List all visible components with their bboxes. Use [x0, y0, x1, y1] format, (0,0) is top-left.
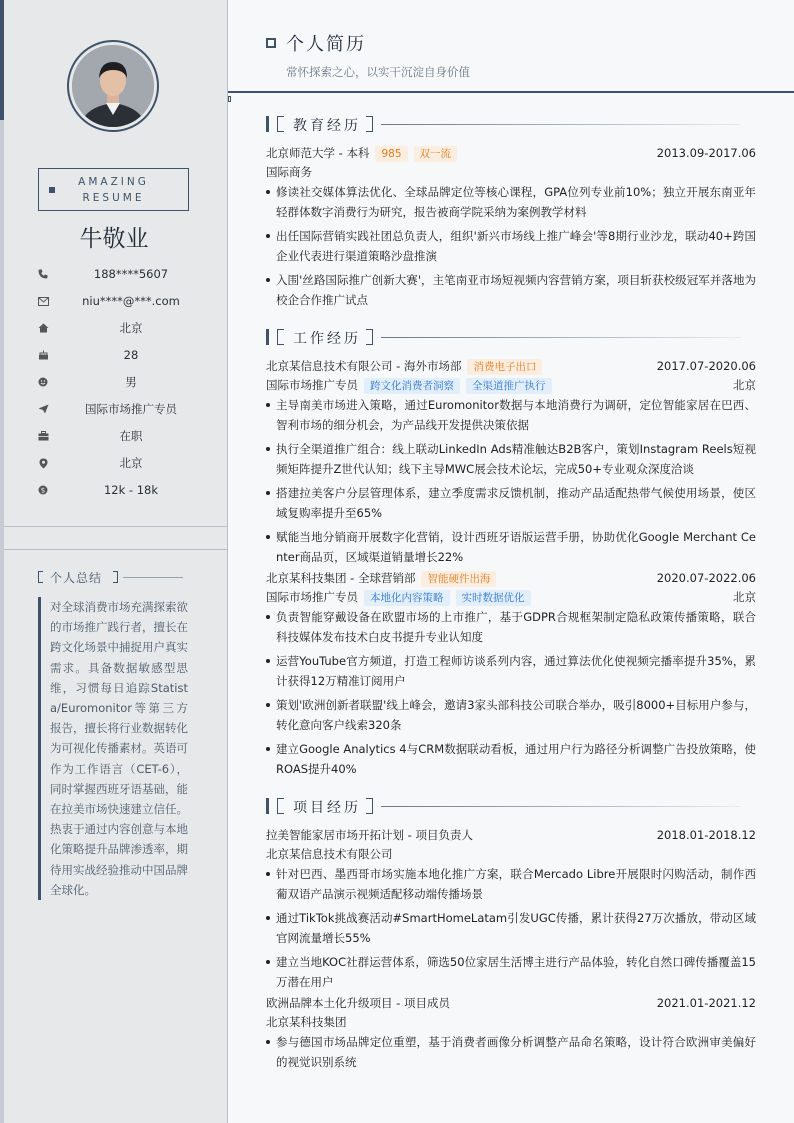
smile-icon — [36, 375, 50, 389]
list-item: 策划'欧洲创新者联盟'线上峰会，邀请3家头部科技公司联合举办，吸引8000+目标用户参与，转化意向客户线索320条 — [266, 695, 756, 735]
project-bullets — [266, 864, 756, 992]
project-entry-2 — [266, 994, 756, 1076]
sidebar-divider-top — [4, 526, 228, 527]
job-city: 北京 — [733, 590, 756, 604]
info-salary — [36, 480, 216, 507]
page-subtitle: 常怀探索之心，以实干沉淀自身价值 — [286, 65, 470, 79]
summary-text: 对全球消费市场充满探索欲的市场推广践行者，擅长在跨文化场景中捕捉用户真实需求。具备数据敏感型思维，习惯每日追踪Statista/Euromonitor等第三方报告，擅长将行业数据转化为可视化传播素材。英语可作为工作语言（CET-6），同时掌握西班牙语基础，能在拉美市场快速建立信任。热衷于通过内容创意与本地化策略提升品牌渗透率，期待用实战经验推动中国品牌全球化。 — [38, 597, 188, 900]
section-bar-icon — [266, 798, 269, 814]
list-item: 入围'丝路国际推广创新大赛'，主笔南亚市场短视频内容营销方案，项目斩获校级冠军并落地为校企合作推广试点 — [266, 270, 756, 310]
sidebar — [0, 0, 228, 1123]
list-item: 出任国际营销实践社团总负责人，组织'新兴市场线上推广峰会'等8期行业沙龙，联动40+跨国企业代表进行渠道策略沙盘推演 — [266, 226, 756, 266]
work-entry-1 — [266, 357, 756, 571]
role-tag: 全渠道推广执行 — [466, 378, 552, 394]
job-role: 国际市场推广专员 — [266, 378, 358, 392]
location-pin-icon — [36, 456, 50, 470]
list-item: 负责智能穿戴设备在欧盟市场的上市推广，基于GDPR合规框架制定隐私政策传播策略，联合科技媒体发布技术白皮书提升专业认知度 — [266, 607, 756, 647]
tag-double-first-class: 双一流 — [414, 146, 458, 162]
list-item: 针对巴西、墨西哥市场实施本地化推广方案，联合Mercado Libre开展限时闪购活动，制作西葡双语产品演示视频适配移动端传播场景 — [266, 864, 756, 904]
job-role-row — [266, 376, 756, 395]
info-position — [36, 399, 216, 426]
phone-value: 188****5607 — [93, 267, 169, 281]
section-heading-line — [381, 124, 741, 125]
job-header-row — [266, 357, 756, 376]
list-item: 赋能当地分销商开展数字化营销，设计西班牙语版运营手册，协助优化Google Merchant Center商品页，区域渠道销量增长22% — [266, 527, 756, 567]
bracket-right-icon — [366, 329, 373, 345]
badge-square-icon — [49, 187, 55, 193]
project-org: 北京某信息技术有限公司 — [266, 847, 393, 861]
email-icon — [36, 294, 50, 308]
project-bullets — [266, 1032, 756, 1072]
role-tag: 跨文化消费者洞察 — [364, 378, 460, 394]
work-entry-2 — [266, 569, 756, 783]
info-status — [36, 426, 216, 453]
bracket-left-icon — [277, 798, 284, 814]
list-item: 搭建拉美客户分层管理体系，建立季度需求反馈机制，推动产品适配热带气候使用场景，使区域复购率提升至65% — [266, 483, 756, 523]
bracket-right-icon — [366, 798, 373, 814]
salary-icon — [36, 483, 50, 497]
summary-heading-line — [123, 577, 183, 578]
sidebar-accent-dark-stripe — [0, 0, 4, 120]
tag-985: 985 — [375, 146, 407, 162]
education-entry — [266, 144, 756, 314]
contact-info-list — [36, 264, 216, 507]
header-rule-marker — [228, 96, 231, 102]
header-rule — [228, 91, 794, 93]
projects-title: 项目经历 — [293, 800, 361, 816]
list-item: 主导南美市场进入策略，通过Euromonitor数据与本地消费行为调研，定位智能家居在巴西、智利市场的细分机会，为产品线开发提供决策依据 — [266, 395, 756, 435]
sidebar-accent-stripe — [0, 0, 4, 1123]
list-item: 建立当地KOC社群运营体系，筛选50位家居生活博主进行产品体验，转化自然口碑传播覆盖15万潜在用户 — [266, 952, 756, 992]
project-date: 2021.01-2021.12 — [656, 996, 756, 1010]
education-date: 2013.09-2017.06 — [656, 146, 756, 160]
page-title: 个人简历 — [286, 34, 366, 55]
age-value: 28 — [123, 348, 139, 362]
education-title: 教育经历 — [293, 118, 361, 134]
info-email — [36, 291, 216, 318]
company-tag: 智能硬件出海 — [421, 571, 496, 587]
project-header-row — [266, 994, 756, 1013]
project-org: 北京某科技集团 — [266, 1015, 347, 1029]
work-title: 工作经历 — [293, 331, 361, 347]
summary-title: 个人总结 — [50, 571, 103, 585]
job-role-row — [266, 588, 756, 607]
school-name: 北京师范大学 - 本科 — [266, 146, 370, 160]
job-date: 2020.07-2022.06 — [656, 571, 756, 585]
salary-value: 12k - 18k — [103, 483, 159, 497]
list-item: 参与德国市场品牌定位重塑，基于消费者画像分析调整产品命名策略，设计符合欧洲审美偏好的视觉识别系统 — [266, 1032, 756, 1072]
company-name: 北京某信息技术有限公司 - 海外市场部 — [266, 359, 462, 373]
info-age — [36, 345, 216, 372]
list-item: 建立Google Analytics 4与CRM数据联动看板，通过用户行为路径分析调整广告投放策略，使ROAS提升40% — [266, 739, 756, 779]
main-content — [228, 0, 794, 1123]
avatar — [67, 40, 159, 132]
status-value: 在职 — [119, 429, 143, 443]
bracket-left-icon — [277, 116, 284, 132]
project-date: 2018.01-2018.12 — [656, 828, 756, 842]
info-home — [36, 318, 216, 345]
avatar-person-icon — [72, 45, 154, 127]
job-date: 2017.07-2020.06 — [656, 359, 756, 373]
list-item: 运营YouTube官方频道，打造工程师访谈系列内容，通过算法优化使视频完播率提升35%，累计获得12万精准订阅用户 — [266, 651, 756, 691]
home-icon — [36, 321, 50, 335]
badge-line-1: AMAZING — [78, 176, 149, 188]
avatar-photo — [72, 45, 154, 127]
job-bullets — [266, 607, 756, 779]
summary-heading — [38, 569, 218, 585]
project-name: 欧洲品牌本土化升级项目 - 项目成员 — [266, 996, 450, 1010]
home-value: 北京 — [119, 321, 143, 335]
company-tag: 消费电子出口 — [467, 359, 542, 375]
project-header-row — [266, 826, 756, 845]
position-value: 国际市场推广专员 — [85, 402, 177, 416]
list-item: 执行全渠道推广组合：线上联动LinkedIn Ads精准触达B2B客户，策划Instagram Reels短视频矩阵提升Z世代认知；线下主导MWC展会技术论坛，完成50+专业观众深度洽谈 — [266, 439, 756, 479]
title-square-icon — [266, 38, 276, 48]
info-location — [36, 453, 216, 480]
badge-line-2: RESUME — [82, 192, 145, 204]
bracket-right-icon — [366, 116, 373, 132]
phone-icon — [36, 267, 50, 281]
cake-icon — [36, 348, 50, 362]
send-icon — [36, 402, 50, 416]
education-heading — [266, 115, 756, 135]
education-header-row — [266, 144, 756, 163]
location-value: 北京 — [119, 456, 143, 470]
candidate-name: 牛敬业 — [79, 226, 149, 252]
section-heading-line — [381, 806, 741, 807]
section-bar-icon — [266, 116, 269, 132]
bracket-left-icon — [277, 329, 284, 345]
education-bullets — [266, 182, 756, 310]
job-role: 国际市场推广专员 — [266, 590, 358, 604]
company-name: 北京某科技集团 - 全球营销部 — [266, 571, 416, 585]
gender-value: 男 — [125, 375, 137, 389]
info-phone — [36, 264, 216, 291]
section-bar-icon — [266, 329, 269, 345]
project-name: 拉美智能家居市场开拓计划 - 项目负责人 — [266, 828, 473, 842]
info-gender — [36, 372, 216, 399]
bracket-right-icon — [113, 571, 118, 583]
section-heading-line — [381, 337, 741, 338]
project-entry-1 — [266, 826, 756, 996]
resume-badge — [38, 168, 189, 211]
education-major: 国际商务 — [266, 165, 312, 179]
bracket-left-icon — [38, 571, 43, 583]
list-item: 通过TikTok挑战赛活动#SmartHomeLatam引发UGC传播，累计获得27万次播放，带动区域官网流量增长55% — [266, 908, 756, 948]
list-item: 修读社交媒体算法优化、全球品牌定位等核心课程，GPA位列专业前10%；独立开展东南亚年轻群体数字消费行为研究，报告被商学院采纳为案例教学材料 — [266, 182, 756, 222]
sidebar-divider-bottom — [4, 549, 228, 550]
projects-heading — [266, 797, 756, 817]
briefcase-icon — [36, 429, 50, 443]
svg-text:$: $ — [40, 486, 46, 495]
job-city: 北京 — [733, 378, 756, 392]
work-heading — [266, 328, 756, 348]
email-value: niu****@***.com — [82, 294, 180, 308]
job-header-row — [266, 569, 756, 588]
role-tag: 本地化内容策略 — [364, 590, 450, 606]
role-tag: 实时数据优化 — [456, 590, 531, 606]
job-bullets — [266, 395, 756, 567]
